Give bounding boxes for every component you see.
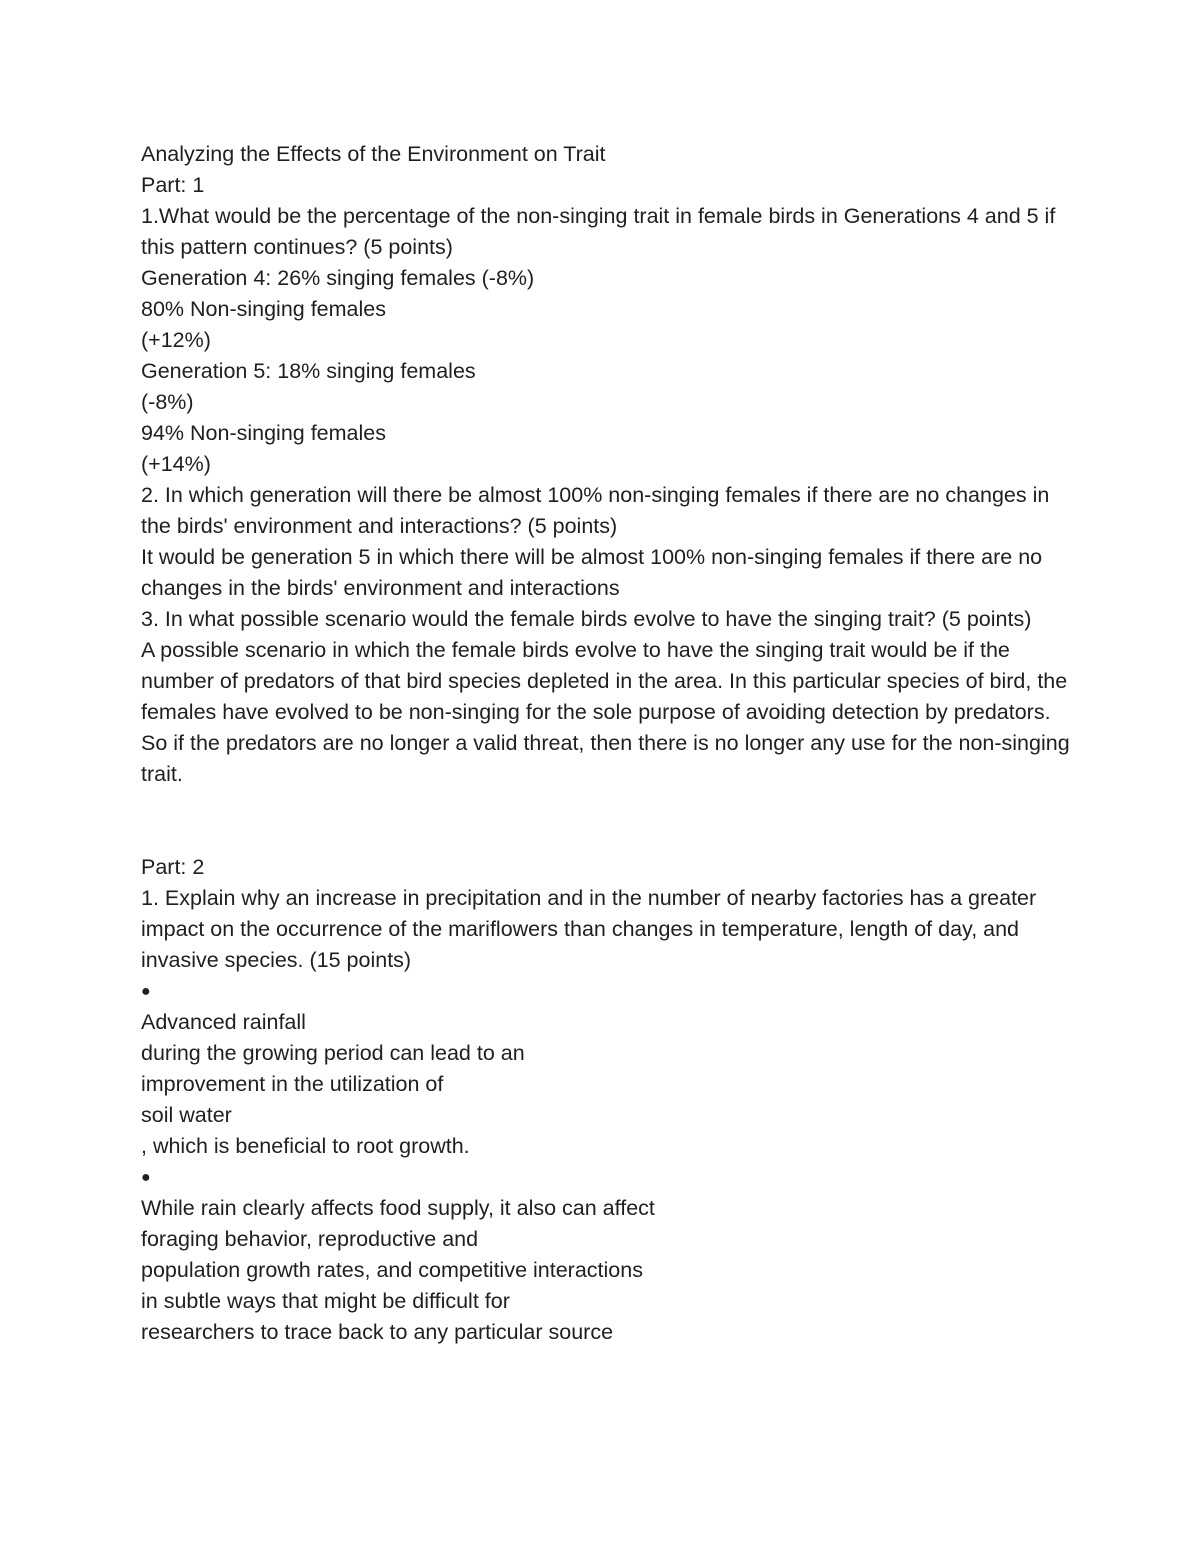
part2-heading: Part: 2	[141, 855, 205, 879]
bullet2-line: While rain clearly affects food supply, it also can affect	[141, 1196, 655, 1220]
gen5-singing-change: (-8%)	[141, 390, 194, 414]
bullet1-line: during the growing period can lead to an	[141, 1041, 525, 1065]
bullet-icon: ●	[141, 1169, 151, 1186]
gen5-singing-line: Generation 5: 18% singing females	[141, 359, 476, 383]
bullet1-line: improvement in the utilization of	[141, 1072, 444, 1096]
part1-answer-3: A possible scenario in which the female birds evolve to have the singing trait would be if the number of predators of that bird species depleted in the area. In this particular species of bird, the females have evolved to be non-singing for the sole purpose of avoiding detection by predators. So if the predators are no longer a valid threat, then there is no longer any use for the non-singing trait.	[141, 638, 1070, 786]
gen5-nonsinging-change: (+14%)	[141, 452, 211, 476]
bullet-icon: ●	[141, 983, 151, 1000]
bullet2-line: population growth rates, and competitive interactions	[141, 1258, 643, 1282]
part1-question-1: 1.What would be the percentage of the non-singing trait in female birds in Generations 4 and 5 if this pattern continues? (5 points)	[141, 204, 1056, 259]
part1-answer-2: It would be generation 5 in which there will be almost 100% non-singing females if there are no changes in the birds' environment and interactions	[141, 545, 1043, 600]
part1-heading: Part: 1	[141, 173, 205, 197]
part1-question-3: 3. In what possible scenario would the female birds evolve to have the singing trait? (5 points)	[141, 607, 1032, 631]
gen5-nonsinging-line: 94% Non-singing females	[141, 421, 386, 445]
bullet2-line: in subtle ways that might be difficult for	[141, 1289, 510, 1313]
part2-question-1: 1. Explain why an increase in precipitation and in the number of nearby factories has a greater impact on the occurrence of the mariflowers than changes in temperature, length of day, and invasive species. (15 points)	[141, 886, 1037, 972]
section-spacer	[141, 790, 1071, 852]
document-body	[141, 139, 1071, 1348]
part1-question-2: 2. In which generation will there be almost 100% non-singing females if there are no changes in the birds' environment and interactions? (5 points)	[141, 483, 1050, 538]
bullet1-line: Advanced rainfall	[141, 1010, 306, 1034]
bullet2-line: researchers to trace back to any particular source	[141, 1320, 614, 1344]
gen4-singing-line: Generation 4: 26% singing females (-8%)	[141, 266, 535, 290]
document-title: Analyzing the Effects of the Environment on Trait	[141, 142, 606, 166]
bullet1-line: soil water	[141, 1103, 232, 1127]
gen4-nonsinging-change: (+12%)	[141, 328, 211, 352]
bullet1-line: , which is beneficial to root growth.	[141, 1134, 470, 1158]
gen4-nonsinging-line: 80% Non-singing females	[141, 297, 386, 321]
bullet2-line: foraging behavior, reproductive and	[141, 1227, 479, 1251]
